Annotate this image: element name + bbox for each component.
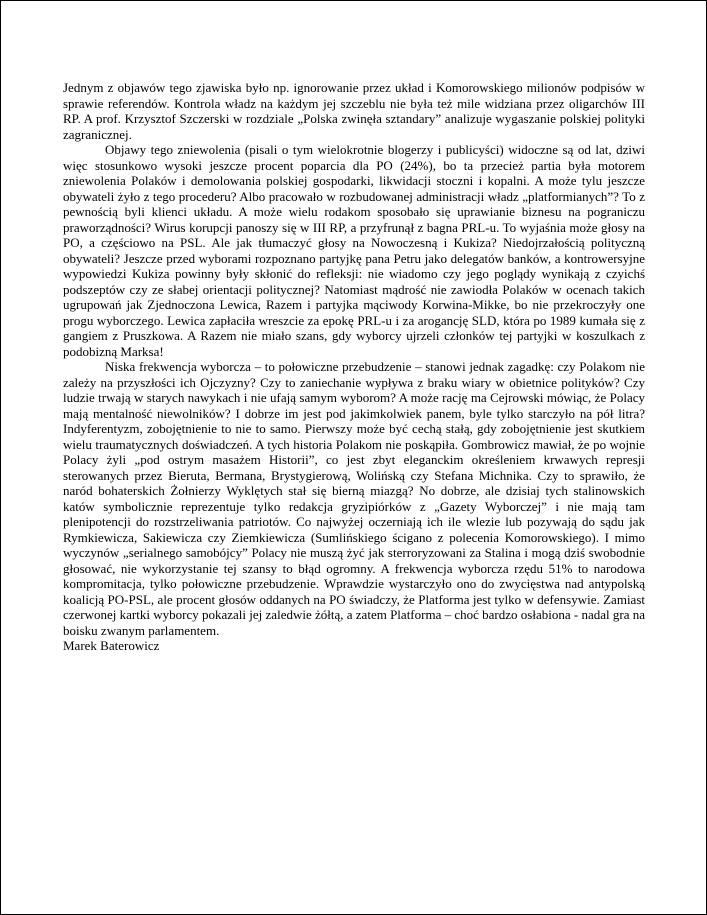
author-signature: Marek Baterowicz	[63, 638, 160, 653]
paragraph-1: Jednym z objawów tego zjawiska było np. ignorowanie przez układ i Komorowskiego milionów podpisów w sprawie referendów. Kontrola władz na każdym jej szczeblu nie była też mile widziana przez oligarchów III RP. A prof. Krzysztof Szczerski w rozdziale „Polska zwinęła sztandary” analizuje wygaszanie polskiej polityki zagranicznej.	[63, 80, 645, 142]
article-body	[63, 80, 645, 654]
paragraph-3: Niska frekwencja wyborcza – to połowiczne przebudzenie – stanowi jednak zagadkę: czy Polakom nie zależy na przyszłości ich Ojczyzny? Czy to zaniechanie wypływa z braku wiary w obietnice polityków? Czy ludzie trwają w starych nawykach i nie ufają samym wyborom? A może rację ma Cejrowski mówiąc, że Polacy mają mentalność niewolników? I dobrze im jest pod jakimkolwiek panem, byle tylko starczyło na pół litra? Indyferentyzm, zobojętnienie to nie to samo. Pierwszy może być cechą stałą, gdy zobojętnienie jest skutkiem wielu traumatycznych doświadczeń. A tych historia Polakom nie poskąpiła. Gombrowicz mawiał, że po wojnie Polacy żyli „pod ostrym masażem Historii”, co jest zbyt eleganckim określeniem krwawych represji sterowanych przez Bieruta, Bermana, Brystygierową, Wolińską czy Stefana Michnika. Czy to sprawiło, że naród bohaterskich Żołnierzy Wyklętych stał się bierną miazgą? No dobrze, ale dzisiaj tych stalinowskich katów symbolicznie reprezentuje tylko redakcja gryzipiórków z „Gazety Wyborczej” i nie mają tam plenipotencji do rozstrzeliwania patriotów. Co najwyżej oczerniają ich ile wlezie lub pozywają do sądu jak Rymkiewicza, Sakiewicza czy Ziemkiewicza (Sumlińskiego ścigano z polecenia Komorowskiego). I mimo wyczynów „serialnego samobójcy” Polacy nie muszą żyć jak sterroryzowani za Stalina i mogą dziś swobodnie głosować, nie wykorzystanie tej szansy to błąd ogromny. A frekwencja wyborcza rzędu 51% to narodowa kompromitacja, tylko połowiczne przebudzenie. Wprawdzie wystarczyło ono do zwycięstwa nad antypolską koalicją PO-PSL, ale procent głosów oddanych na PO świadczy, że Platforma jest tylko w defensywie. Zamiast czerwonej kartki wyborcy pokazali jej zaledwie żółtą, a zatem Platforma – choć bardzo osłabiona - nadal gra na boisku zwanym parlamentem.	[63, 359, 645, 638]
paragraph-2: Objawy tego zniewolenia (pisali o tym wielokrotnie blogerzy i publicyści) widoczne są od lat, dziwi więc stosunkowo wysoki jeszcze procent poparcia dla PO (24%), bo ta przecież partia była motorem zniewolenia Polaków i demolowania polskiej gospodarki, likwidacji stoczni i kopalni. A może tylu jeszcze obywateli żyło z tego procederu? Albo pracowało w rozbudowanej administracji władz „platformianych”? To z pewnością byli klienci układu. A może wielu rodakom sposobało się uprawianie biznesu na pograniczu praworządności? Wirus korupcji panoszy się w III RP, a przyfrunął z bagna PRL-u. To wyjaśnia może głosy na PO, a częściowo na PSL. Ale jak tłumaczyć głosy na Nowoczesną i Kukiza? Niedojrzałością polityczną obywateli? Jeszcze przed wyborami rozpoznano partyjkę pana Petru jako delegatów banków, a kontrowersyjne wypowiedzi Kukiza powinny były skłonić do refleksji: nie wiadomo czy jego poglądy wynikają z czyichś podszeptów czy ze słabej orientacji politycznej? Natomiast mądrość nie zawiodła Polaków w ocenach takich ugrupowań jak Zjednoczona Lewica, Razem i partyjka mąciwody Korwina-Mikke, bo nie przekroczyły one progu wyborczego. Lewica zapłaciła wreszcie za epokę PRL-u i za arogancję SLD, która po 1989 kumała się z gangiem z Pruszkowa. A Razem nie miało szans, gdy wyborcy ujrzeli członków tej partyjki w koszulkach z podobizną Marksa!	[63, 142, 645, 359]
